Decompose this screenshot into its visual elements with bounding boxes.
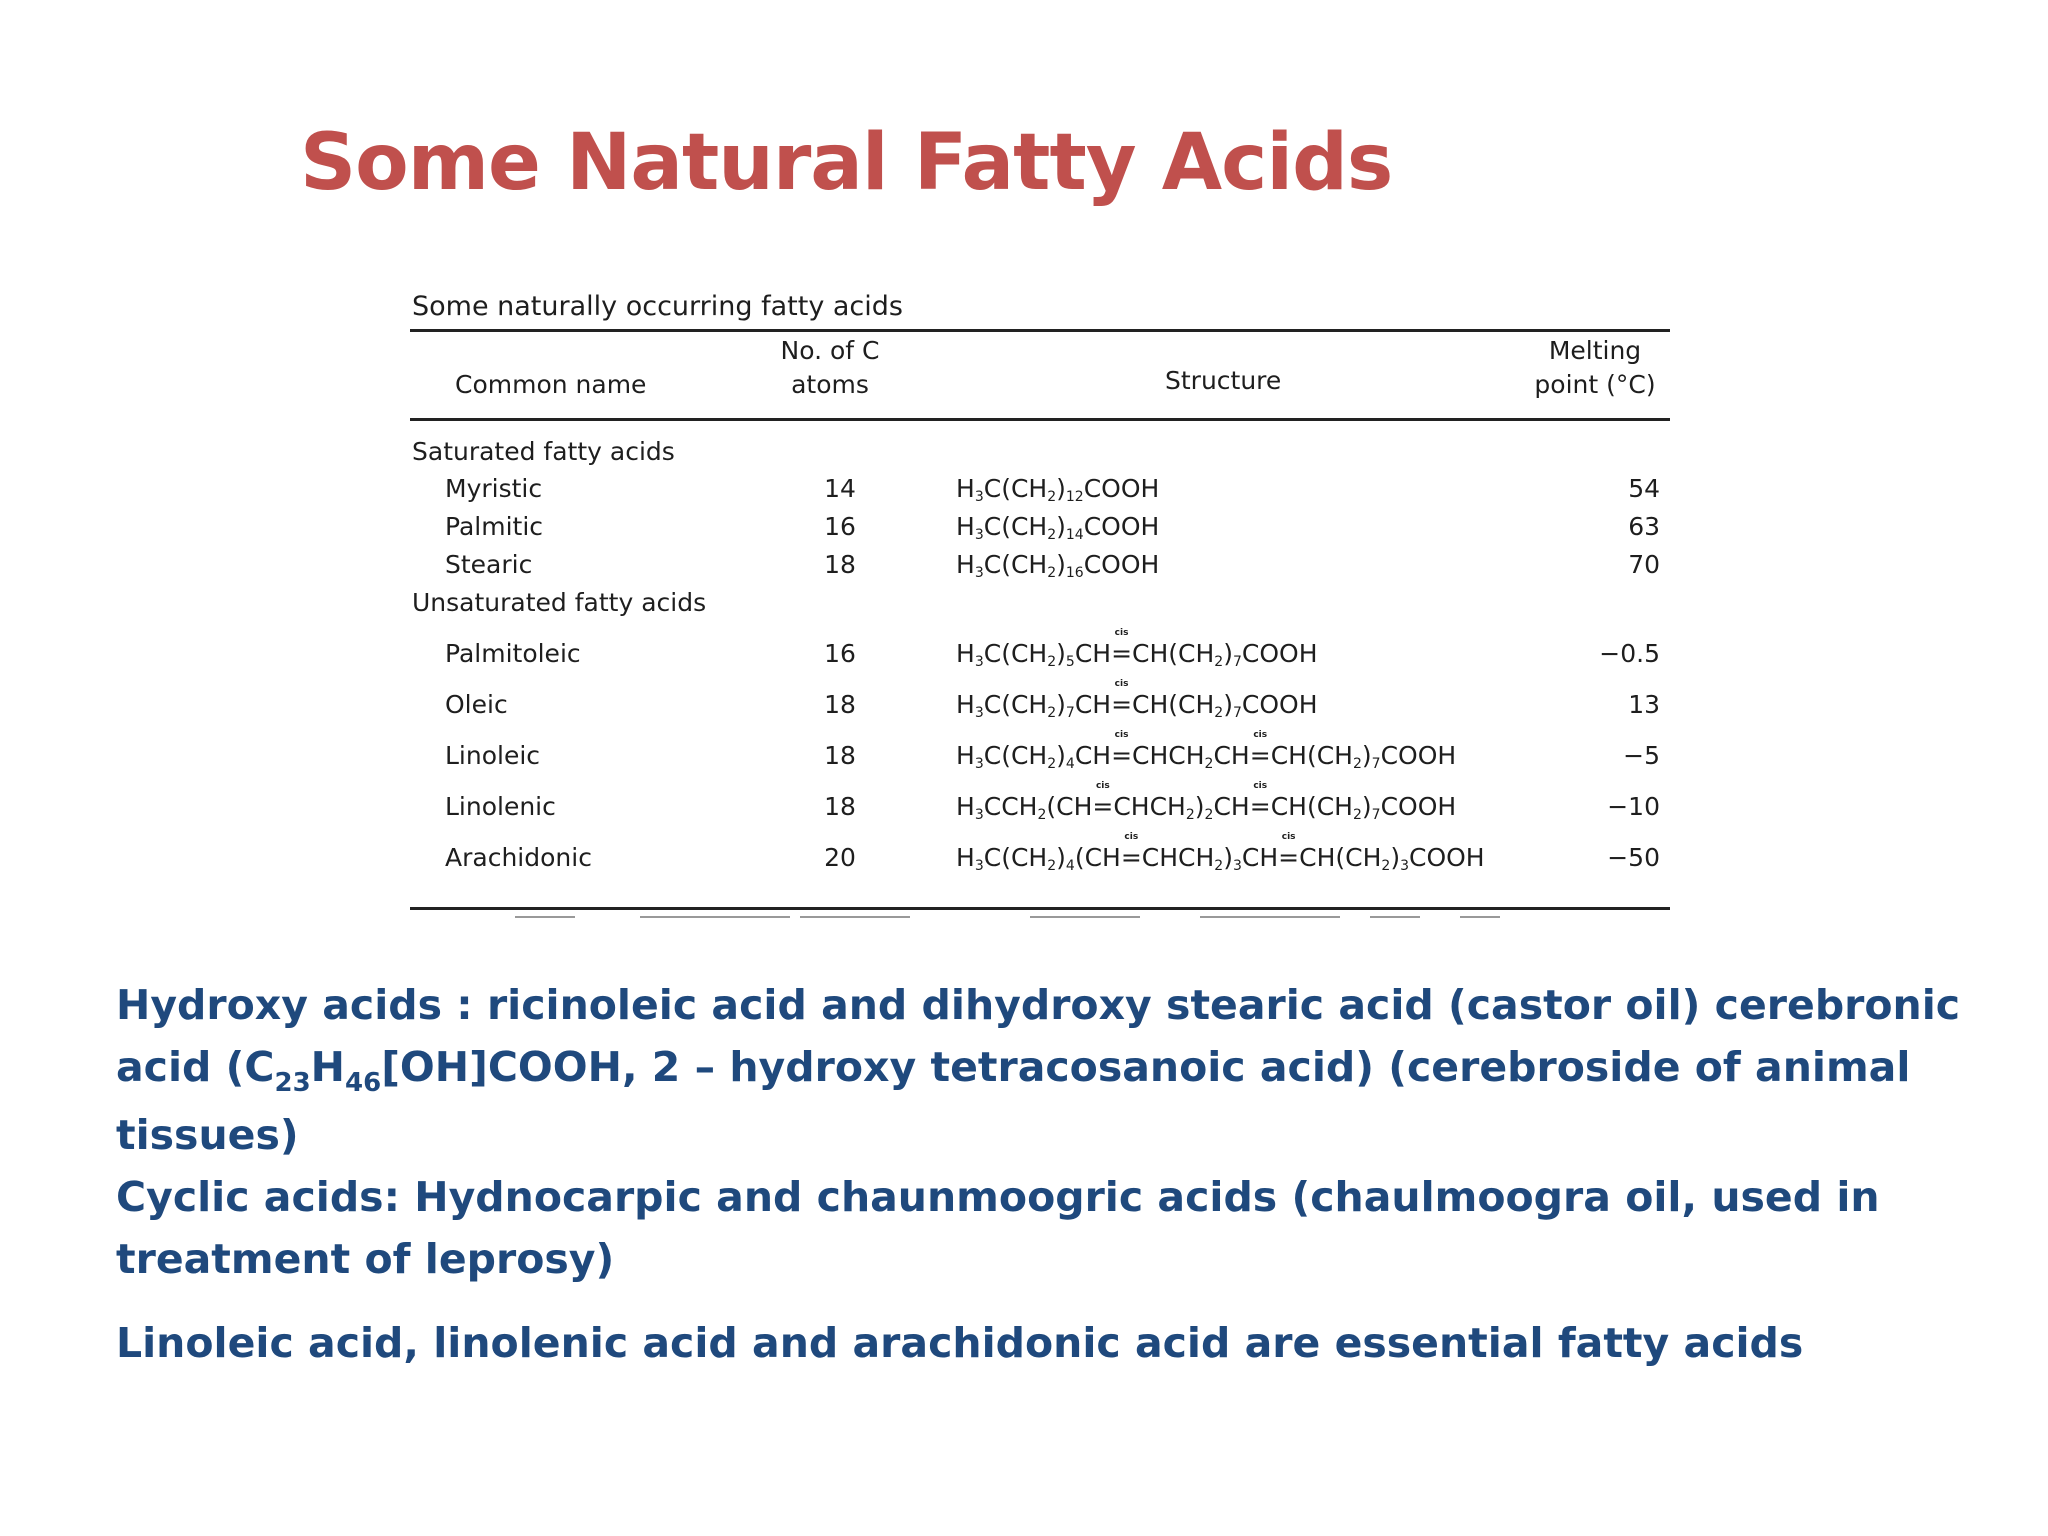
- hydroxy-acids-note: Hydroxy acids : ricinoleic acid and dihydroxy stearic acid (castor oil) cerebronic acid ($C_{23}H_{46}[OH]COOH$, 2 – hydroxy tetracosanoic acid) (cerebroside of animal tissues): [116, 981, 1961, 1159]
- row-structure: H3C(CH2)16COOH: [956, 550, 1160, 581]
- row-atoms: 18: [824, 792, 856, 821]
- essential-fatty-acids-note: Linoleic acid, linolenic acid and arachidonic acid are essential fatty acids: [116, 1319, 1804, 1367]
- row-melting-point: −0.5: [1599, 639, 1660, 668]
- row-name: Myristic: [445, 474, 543, 503]
- header-melting-point: [1520, 334, 1670, 402]
- header-melting-point-line1: Melting: [1548, 336, 1642, 365]
- slide-title: Some Natural Fatty Acids: [300, 118, 1393, 208]
- row-atoms: 18: [824, 741, 856, 770]
- row-melting-point: −50: [1607, 843, 1660, 872]
- row-atoms: 18: [824, 690, 856, 719]
- row-structure: H3C(CH2)12COOH: [956, 474, 1160, 505]
- row-structure: H3C(CH2)14COOH: [956, 512, 1160, 543]
- table-caption: Some naturally occurring fatty acids: [412, 291, 903, 322]
- header-structure: Structure: [1165, 366, 1282, 395]
- row-structure: H3C(CH2)7CH cis =CH(CH2)7COOH: [956, 679, 1318, 721]
- row-name: Palmitoleic: [445, 639, 581, 668]
- table-body: [410, 421, 1670, 897]
- row-atoms: 18: [824, 550, 856, 579]
- header-carbon-atoms-line2: atoms: [791, 370, 869, 399]
- row-structure: H3C(CH2)4(CH cis =CHCH2)3CH cis =CH(CH2)3COOH: [956, 832, 1485, 874]
- header-carbon-atoms: [760, 334, 900, 402]
- row-melting-point: 13: [1628, 690, 1660, 719]
- row-structure: H3C(CH2)4CH cis =CHCH2CH cis =CH(CH2)7COOH: [956, 730, 1457, 772]
- row-atoms: 16: [824, 512, 856, 541]
- row-atoms: 14: [824, 474, 856, 503]
- header-carbon-atoms-line1: No. of C: [780, 336, 880, 365]
- row-name: Palmitic: [445, 512, 544, 541]
- group-label-saturated: Saturated fatty acids: [412, 437, 675, 466]
- row-structure: H3CCH2(CH cis =CHCH2)2CH cis =CH(CH2)7COOH: [956, 781, 1457, 823]
- header-melting-point-line2: point (°C): [1534, 370, 1656, 399]
- group-label-unsaturated: Unsaturated fatty acids: [412, 588, 707, 617]
- scan-artifact-lines: [410, 910, 1670, 922]
- row-melting-point: 54: [1628, 474, 1660, 503]
- row-name: Arachidonic: [445, 843, 592, 872]
- row-melting-point: −5: [1623, 741, 1660, 770]
- row-melting-point: 70: [1628, 550, 1660, 579]
- row-name: Linolenic: [445, 792, 556, 821]
- row-melting-point: −10: [1607, 792, 1660, 821]
- table-header: [410, 332, 1670, 418]
- notes-hydroxy-cyclic: [116, 974, 1996, 1290]
- row-name: Stearic: [445, 550, 533, 579]
- row-melting-point: 63: [1628, 512, 1660, 541]
- row-structure: H3C(CH2)5CH cis =CH(CH2)7COOH: [956, 628, 1318, 670]
- fatty-acids-table-figure: [410, 285, 1670, 922]
- cyclic-acids-note: Cyclic acids: Hydnocarpic and chaunmoogric acids (chaulmoogra oil, used in treatment of leprosy): [116, 1173, 1880, 1283]
- header-common-name: Common name: [455, 370, 647, 399]
- row-atoms: 16: [824, 639, 856, 668]
- row-name: Oleic: [445, 690, 508, 719]
- row-name: Linoleic: [445, 741, 541, 770]
- row-atoms: 20: [824, 843, 856, 872]
